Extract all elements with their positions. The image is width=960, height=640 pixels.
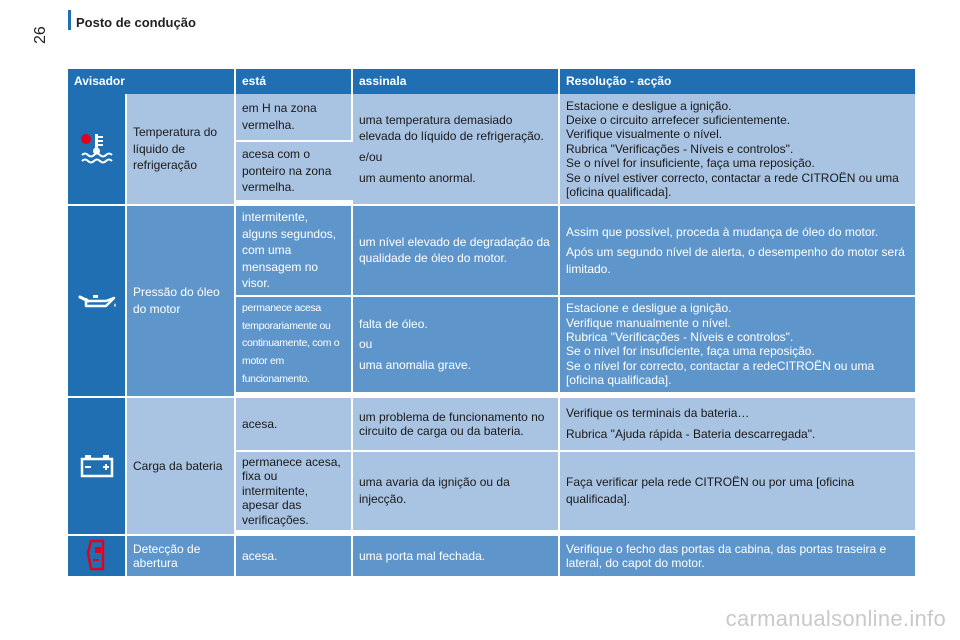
resolution-cell: Estacione e desligue a ignição. Verifique manualmente o nível. Rubrica "Verificações - Níveis e controlos". Se o nível for insuficiente, faça uma reposição. Se o nível for correcto, contactar a redeCITROËN ou uma [oficina qualificada]. (560, 297, 915, 398)
signal-text: falta de óleo. (359, 316, 428, 331)
signal-text: ou (359, 337, 373, 352)
warning-name: Carga da bateria (127, 398, 236, 536)
column-header-avisador: Avisador (68, 69, 236, 94)
table-row (68, 206, 915, 297)
resolution-cell (560, 206, 915, 297)
page-number: 26 (32, 26, 49, 44)
warning-name: Pressão do óleo do motor (127, 206, 236, 398)
column-header-resolucao: Resolução - acção (560, 69, 915, 94)
state-cell: acesa com o ponteiro na zona vermelha. (236, 142, 353, 206)
state-cell: permanece acesa temporariamente ou continuamente, com o motor em funcionamento. (236, 297, 353, 398)
oil-pressure-icon (68, 206, 127, 398)
state-cell: em H na zona vermelha. (236, 94, 353, 142)
resolution-text: Após um segundo nível de alerta, o desempenho do motor será limitado. (566, 245, 905, 276)
warning-name: Detecção de abertura (127, 536, 236, 578)
signal-cell: um problema de funcionamento no circuito de carga ou da bateria. (353, 398, 560, 452)
resolution-cell: Verifique o fecho das portas da cabina, das portas traseira e lateral, do capot do motor. (560, 536, 915, 578)
table-row (68, 398, 915, 452)
section-title: Posto de condução (76, 15, 196, 30)
resolution-text: Rubrica "Ajuda rápida - Bateria descarregada". (566, 426, 816, 441)
resolution-cell: Faça verificar pela rede CITROËN ou por uma [oficina qualificada]. (560, 452, 915, 536)
signal-cell: uma porta mal fechada. (353, 536, 560, 578)
signal-cell (353, 297, 560, 398)
signal-text: e/ou (359, 150, 383, 164)
signal-text: uma anomalia grave. (359, 357, 472, 372)
signal-cell (353, 94, 560, 206)
warning-lights-table (68, 69, 915, 578)
resolution-cell: Estacione e desligue a ignição. Deixe o circuito arrefecer suficientemente. Verifique visualmente o nível. Rubrica "Verificações - Níveis e controlos". Se o nível for insuficiente, faça uma reposição. Se o nível estiver correcto, contactar a rede CITROËN ou uma [oficina qualificada]. (560, 94, 915, 206)
table-row (68, 536, 915, 578)
warning-name: Temperatura do líquido de refrigeração (127, 94, 236, 206)
resolution-text: Assim que possível, proceda à mudança de óleo do motor. (566, 224, 879, 239)
resolution-text: Verifique os terminais da bateria… (566, 406, 750, 421)
state-cell: permanece acesa, fixa ou intermitente, apesar das verificações. (236, 452, 353, 536)
watermark: carmanualsonline.info (725, 606, 946, 631)
door-open-icon (68, 536, 127, 578)
table-row (68, 94, 915, 142)
column-header-esta: está (236, 69, 353, 94)
resolution-cell (560, 398, 915, 452)
signal-text: uma temperatura demasiado elevada do líquido de refrigeração. (359, 112, 544, 144)
header-accent-bar (68, 10, 71, 30)
signal-text: um aumento anormal. (359, 170, 476, 185)
table-header-row (68, 69, 915, 94)
state-cell: intermitente, alguns segundos, com uma mensagem no visor. (236, 206, 353, 297)
column-header-assinala: assinala (353, 69, 560, 94)
state-cell: acesa. (236, 398, 353, 452)
state-cell: acesa. (236, 536, 353, 578)
signal-cell: uma avaria da ignição ou da injecção. (353, 452, 560, 536)
coolant-temperature-icon (68, 94, 127, 206)
signal-cell: um nível elevado de degradação da qualidade de óleo do motor. (353, 206, 560, 297)
battery-icon (68, 398, 127, 536)
